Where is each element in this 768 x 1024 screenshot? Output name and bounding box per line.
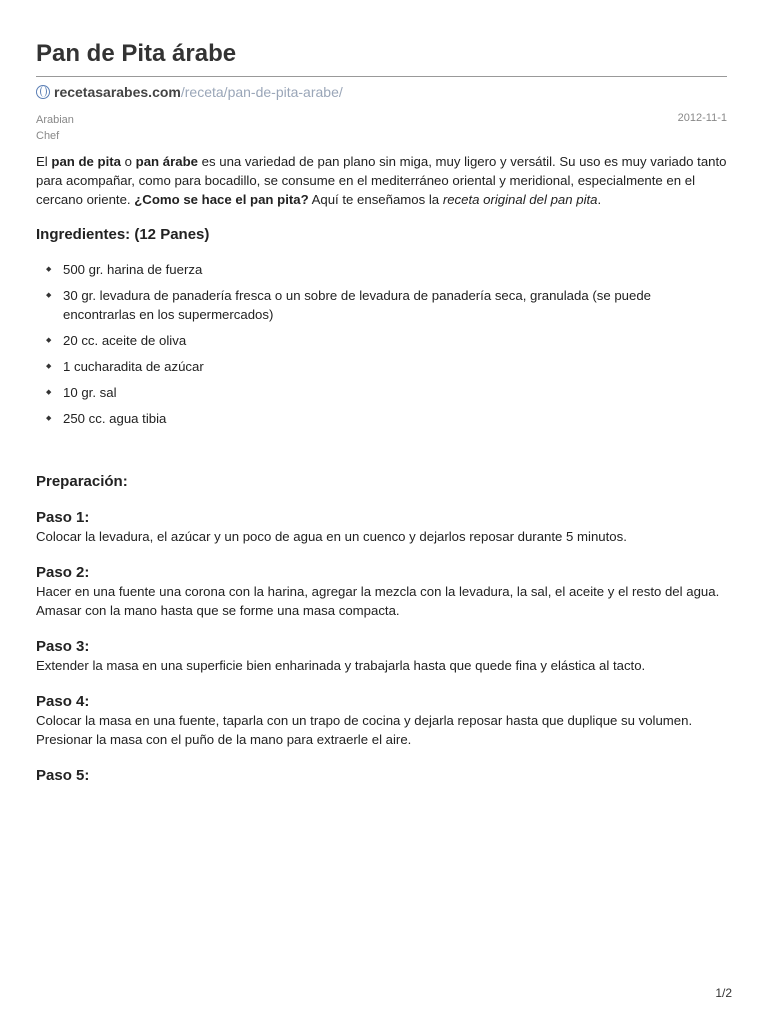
intro-text: Aquí te enseñamos la (308, 192, 443, 207)
page-number: 1/2 (715, 986, 732, 1000)
recipe-content (36, 152, 727, 785)
recipe-title: Pan de Pita árabe (36, 40, 237, 67)
ingredients-list (36, 260, 727, 428)
recipe-category: Arabian (36, 114, 74, 126)
intro-paragraph (36, 152, 727, 209)
preparation-heading: Preparación: (36, 473, 128, 490)
ingredient-item: ◆ 30 gr. levadura de panadería fresca o un sobre de levadura de panadería seca, granulada (se puede encontrarlas en los supermercados) (36, 286, 727, 324)
step-text: Hacer en una fuente una corona con la harina, agregar la mezcla con la levadura, la sal, el aceite y el resto del agua. (36, 584, 720, 599)
step-title: Paso 1: (36, 509, 90, 526)
recipe-author: Chef (36, 130, 60, 142)
source-domain[interactable]: recetasarabes.com (54, 84, 181, 100)
ingredient-item: ◆ 1 cucharadita de azúcar (36, 357, 727, 376)
intro-bold: pan árabe (135, 154, 198, 169)
ingredient-item: ◆ 500 gr. harina de fuerza (36, 260, 727, 279)
intro-italic: receta original del pan pita (442, 192, 598, 207)
ingredient-item: ◆ 20 cc. aceite de oliva (36, 331, 727, 350)
title-divider (36, 76, 727, 77)
intro-bold: pan de pita (51, 154, 121, 169)
intro-text: es una variedad de pan plano sin miga, muy ligero y versátil. Su uso es muy variado tanto para acompañar, como para bocadillo, se consume en el mediterráneo oriental y meridional, especialmente en el cercano oriente. (36, 154, 727, 207)
step-text: Colocar la levadura, el azúcar y un poco de agua en un cuenco y dejarlos reposar durante 5 minutos. (36, 529, 627, 544)
globe-icon (36, 85, 50, 99)
source-line (36, 84, 343, 100)
recipe-meta (36, 112, 74, 144)
intro-text: o (121, 154, 136, 169)
step-title: Paso 3: (36, 638, 90, 655)
step-title: Paso 4: (36, 693, 90, 710)
ingredients-heading: Ingredientes: (12 Panes) (36, 226, 210, 243)
recipe-date: 2012-11-1 (677, 112, 727, 124)
source-path[interactable]: /receta/pan-de-pita-arabe/ (180, 84, 343, 100)
step-text: Presionar la masa con el puño de la mano para extraerle el aire. (36, 732, 412, 747)
step-text: Amasar con la mano hasta que se forme una masa compacta. (36, 603, 400, 618)
step-text: Extender la masa en una superficie bien enharinada y trabajarla hasta que quede fina y elástica al tacto. (36, 658, 646, 673)
intro-text: El (36, 154, 52, 169)
step-text: Colocar la masa en una fuente, taparla con un trapo de cocina y dejarla reposar hasta que duplique su volumen. (36, 713, 693, 728)
ingredient-item: ◆ 10 gr. sal (36, 383, 727, 402)
intro-bold: ¿Como se hace el pan pita? (134, 192, 309, 207)
ingredient-item: ◆ 250 cc. agua tibia (36, 409, 727, 428)
step-title: Paso 2: (36, 564, 90, 581)
intro-text: . (597, 192, 602, 207)
step-title: Paso 5: (36, 767, 90, 784)
